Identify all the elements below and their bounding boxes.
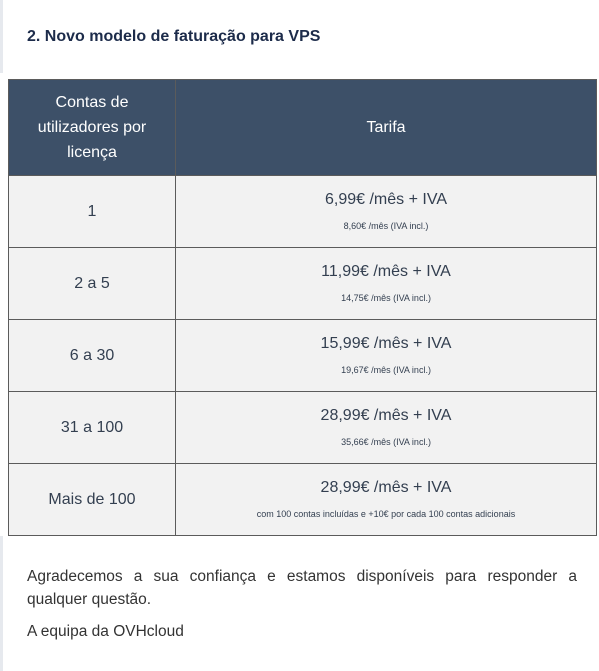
table-row — [9, 464, 597, 536]
rate-cell — [176, 464, 597, 536]
price-value: 11,99€ /mês + IVA — [321, 262, 451, 280]
table-row — [9, 392, 597, 464]
rate-cell — [176, 176, 597, 248]
accounts-cell — [9, 248, 176, 320]
price-value: 28,99€ /mês + IVA — [320, 478, 452, 496]
price-note: com 100 contas incluídas e +10€ por cada 100 contas adicionais — [256, 508, 516, 519]
rate-cell — [176, 320, 597, 392]
left-frame-line — [0, 0, 3, 73]
accounts-value: 31 a 100 — [60, 418, 124, 436]
rate-cell — [176, 248, 597, 320]
accounts-value: 6 a 30 — [69, 346, 115, 364]
section-title: 2. Novo modelo de faturação para VPS — [27, 28, 321, 45]
table-row — [9, 176, 597, 248]
table-header-row — [9, 80, 597, 176]
price-note: 8,60€ /mês (IVA incl.) — [343, 220, 429, 231]
price-value: 15,99€ /mês + IVA — [320, 334, 452, 352]
accounts-value: Mais de 100 — [48, 490, 136, 508]
price-note: 14,75€ /mês (IVA incl.) — [341, 292, 431, 303]
accounts-value: 2 a 5 — [74, 274, 110, 292]
accounts-cell — [9, 176, 176, 248]
accounts-cell — [9, 392, 176, 464]
accounts-value: 1 — [87, 202, 97, 220]
header-rate: Tarifa — [176, 80, 597, 176]
accounts-cell — [9, 320, 176, 392]
header-accounts: Contas de utilizadores por licença — [9, 80, 176, 176]
thanks-paragraph: Agradecemos a sua confiança e estamos disponíveis para responder a qualquer questão. — [27, 568, 577, 608]
rate-cell — [176, 392, 597, 464]
price-note: 19,67€ /mês (IVA incl.) — [341, 364, 431, 375]
left-frame-line — [0, 536, 3, 671]
accounts-cell — [9, 464, 176, 536]
signature: A equipa da OVHcloud — [27, 623, 184, 640]
price-value: 6,99€ /mês + IVA — [325, 190, 447, 208]
pricing-table — [8, 79, 597, 536]
table-row — [9, 248, 597, 320]
price-value: 28,99€ /mês + IVA — [320, 406, 452, 424]
table-row — [9, 320, 597, 392]
price-note: 35,66€ /mês (IVA incl.) — [341, 436, 431, 447]
